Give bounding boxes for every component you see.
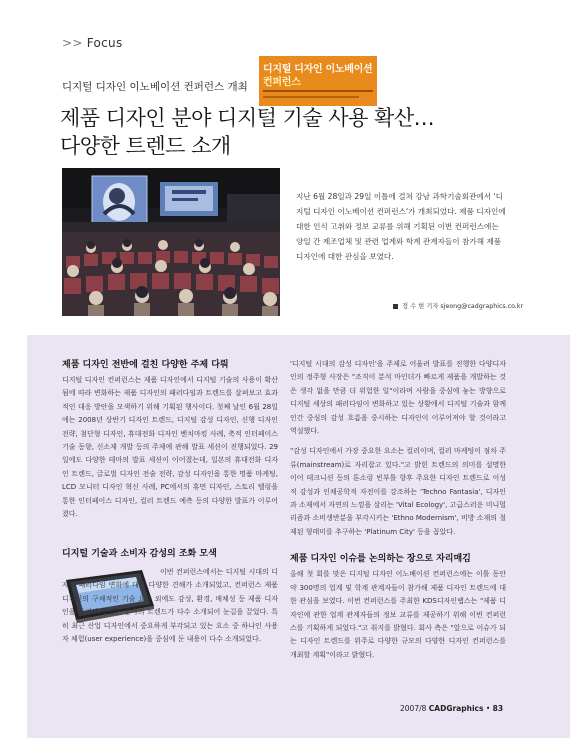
subheading: 제품 디자인 전반에 걸친 다양한 주제 다뤄 — [62, 360, 229, 370]
section-arrow: >> — [62, 36, 83, 50]
bullet-square-icon — [393, 304, 398, 309]
body-paragraph: 디지털 디자인 컨퍼런스는 제품 디자인에서 디지털 기술의 사용이 확산됨에 따라 변화하는 제품 디자인의 패러다임과 트렌드를 살펴보고 효과적인 대응 방안을 모색하기 위해 기획된 행사이다. 첫째 날인 6월 28일에는 2008년 상반기 디자인 트렌드, 디지털 감성 디자인, 신행 디자인 전략, 첨단형 디자인, 휴대전화 디자인 벤치마킹 사례, 축적 인터페이스 기술 동향, 신소재 개발 등의 주제에 관해 발표 세션이 진행되었다. 29일에도 다양한 테마의 발표 세션이 이어졌는데, 일본의 휴대전화 디자인 트렌드, 글로벌 디자인 전술 전략, 감성 디자인을 통한 명품 마케팅, LCD 모니터 디자인 혁신 사례, PC에서의 휴먼 디자인, 스토리 텔링을 통한 인터페이스 디자인, 컬러 트렌드 예측 등의 다양한 발표가 이루어졌다. — [62, 376, 278, 519]
conference-logo — [259, 56, 377, 106]
logo-line2: 컨퍼런스 — [263, 77, 301, 88]
right-column — [290, 358, 506, 662]
conference-photo — [62, 168, 280, 316]
body-paragraph: 이번 컨퍼런스에서는 디지털 시대의 디자인 패러다임 변화에 대한 다양한 견해가 소개되었고, 컨퍼런스 제품 디자인의 구체적인 기술 요소 외에도 감성, 환경, 매체성 등 제품 디자인을 둘러싼 폭넓은 분야의 트렌드가 다수 소개되어 눈길을 끌었다. 특히 최근 산업 디자인에서 중요하게 부각되고 있는 요소 중 하나인 사용자 체험(user experience)을 중심에 둔 내용이 다수 소개되었다. — [62, 568, 278, 644]
footer-separator: • — [485, 704, 491, 713]
body-paragraph: 올해 첫 회를 맞은 디지털 디자인 이노베이션 컨퍼런스에는 이틀 동안 약 300명의 업계 및 학계 관계자들이 참가해 제품 디자인 트렌드에 대한 관심을 보였다. 이번 컨퍼런스를 주최한 KDS디자인랩스는 "제품 디자인에 관한 업계 관계자들의 정보 교류를 제공하기 위해 이번 컨퍼런스를 기획하게 되었다."고 취지를 밝혔다. 회사 측은 "앞으로 이슈가 되는 디자인 트렌드를 위주로 다양한 규모의 다양한 디자인 컨퍼런스를 개최할 계획"이라고 밝혔다. — [290, 570, 506, 659]
subheading: 디지털 기술과 소비자 감성의 조화 모색 — [62, 549, 217, 559]
left-column — [62, 357, 278, 644]
byline — [393, 301, 523, 310]
audience-image — [62, 168, 280, 316]
headline-line1: 제품 디자인 분야 디지털 기술 사용 확산… — [60, 106, 435, 130]
issue-date: 2007/8 — [400, 704, 427, 713]
magazine-name: CADGraphics — [428, 704, 484, 713]
body-paragraph: "감성 디자인에서 가장 중요한 요소는 컬러이며, 컬러 마케팅이 점차 주류(mainstream)로 자리잡고 있다."고 밝힌 트렌드의 의미를 설명한 이어 테크니션 등의 톤소링 빈부틀 향후 주요한 디자인 트렌드로 이성적 감성과 인체공학적 자전이를 강조하는 'Techno Fantasia', 디자인과 소재에서 자연의 느낌을 살리는 'Vital Ecology', 고급스러운 미니멀리즘과 소비생반분을 부각시키는 'Ethno Modernism', 비방 소재의 절제된 형태미를 추구하는 'Platinum City' 등을 꼽았다. — [290, 447, 506, 536]
section-title: Focus — [86, 36, 123, 50]
page-footer — [400, 704, 503, 713]
byline-text: 정 수 현 기자 sjeong@cadgraphics.co.kr — [402, 303, 524, 310]
headline — [60, 104, 460, 160]
logo-stripe — [263, 96, 359, 98]
logo-stripe — [263, 90, 373, 92]
lede-paragraph: 지난 6월 28일과 29일 이틀에 걸쳐 강남 과학기술회관에서 '디지털 디자인 이노베이션 컨퍼런스'가 개최되었다. 제품 디자인에 대한 인식 고취와 정보 교류를 위해 기획된 이번 컨퍼런스에는 양일 간 제조업체 및 관련 업계와 학계 관계자들이 참가해 제품 디자인에 대한 관심을 보였다. — [296, 192, 506, 261]
body-paragraph: '디지털 시대의 감성 디자인'을 주제로 어울려 발표를 진행한 다양디자인의 정주형 사장은 "조직이 분석 마인더가 빠르게 제품을 개발하는 것은 생각 없을 만큼 더 위험한 일"이라며 사람을 중심에 놓는 방향으로 디지털 세상의 패러다임이 변화하고 있는 상황에서 디지털 기술과 함께 인간 중심의 감성 흐름을 중시하는 디자인이 이루어져야 할 것이라고 역설했다. — [290, 360, 506, 436]
kicker: 디지털 디자인 이노베이션 컨퍼런스 개최 — [62, 81, 248, 93]
section-label — [62, 36, 123, 50]
logo-line1: 디지털 디자인 이노베이션 — [263, 64, 373, 75]
headline-line2: 다양한 트렌드 소개 — [60, 134, 231, 158]
page-number: 83 — [492, 704, 504, 713]
subheading: 제품 디자인 이슈를 논의하는 장으로 자리매김 — [290, 554, 471, 565]
